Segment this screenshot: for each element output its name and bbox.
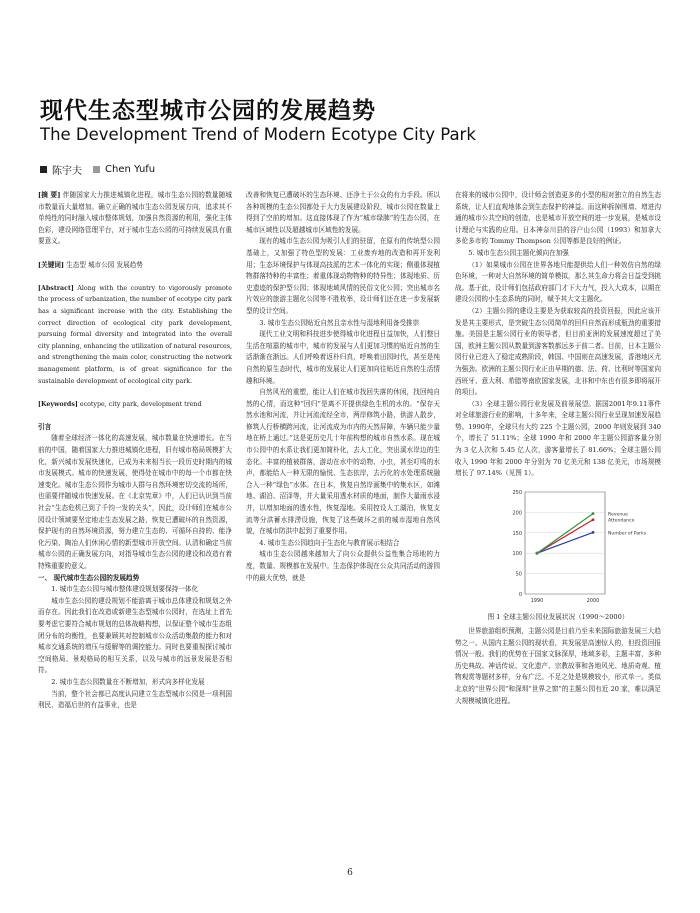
line-chart: [455, 486, 661, 608]
paragraph: 城市生态公园越来越加大了向公众提供公益性集合场地的力度，数量、规模都在发展中。生态保护体现在公众共同活动的游园中的最大优势，就是: [246, 550, 440, 582]
grey-square-icon: [93, 166, 100, 173]
column-1: [38, 190, 232, 880]
paragraph: 现有的城市生态公园为吸引人们的驻留，在原有的传统型公园基础上，又加强了特色型的发展：工业废弃地的改造和再开发利用；生态环境保护与体现高技派的艺术一体化的实现；侧重体现植物群落特种的丰富性；着重体现动物物种的特异性；体现地质、历史遗迹的保护型公园；体现地域风情的民俗文化公园；突出城市名片效应的旅游主题化公园等不胜枚举，设计师们还在进一步发展新型的设计空间。: [246, 237, 440, 315]
author-en: Chen Yufu: [105, 164, 156, 175]
y-tick-label: 100: [512, 551, 522, 558]
data-point: [592, 531, 595, 534]
paragraph: 在将来的城市公园中，设计师会创造更多的小型的相对独立的自然生态系统，让人们直观地体会到生态保护的神益。而这种拆掉围墙、增进沟通的城市公共空间的创造，也是城市开放空间的进一步发展，是城市设计理论与实践的应用。日本神奈川县的谷户山公园（1993）和加拿大多伦多市的 Tommy Thompson 公园等都是良好的例证。: [455, 191, 661, 246]
legend-label: Attendance: [608, 518, 635, 524]
abstract-en-label: [Abstract]: [38, 284, 74, 292]
x-tick-label: 1990: [530, 597, 544, 604]
figure-1: [455, 486, 661, 624]
y-tick-label: 200: [512, 510, 522, 517]
figure-caption: 图 1 全球主题公园业发展状况（1990～2000）: [487, 613, 629, 622]
abstract-cn-label: [摘 要]: [38, 191, 61, 199]
x-tick-label: 2000: [586, 597, 600, 604]
black-square-icon: [40, 166, 47, 173]
paragraph: （1）如果城市公园在世界各地只能提供给人们一种效仿自然的绿色环境，一种对大自然环境的简单模拟，那么其生命力将会日益受到挑战。基于此，设计师们包括政府部门才下大力气，投入大成本，以期在建设公园的小生态系统的同时，赋予其大文主题化。: [455, 260, 661, 304]
paragraph: 自然风光的重塑，能让人们在城市找回失落的休闲，找回纯自然的心情，而这种“回归”是离不开提供绿色生机的水的。“保存天然水池和河流，并让河流流经全市，两岸修筑小路，供游人散步，修筑人行桥横跨河流，让河流成为市内的天然屏障，车辆只能少量地在桥上通过。”这是更历史几十年前构想的城市自然水系。现在城市公园中的水系让我们更加简朴化，去人工化，突出溪水岸边的生态化。丰富的植被群落，游动在水中的动物、小虫，甚至叮鸣的水声，都能给人一种无限的愉悦、生态依岸，去污化的水处理系统融合入一种“绿色”水体。在日本，恢复自然岸画集中的集水区，如滩地、湖泊、沼泽等，并大量采用透水材质的地面，制作大量雨水浸井，以增加地面的透水性，恢复湿地。采用控设人工湖泊，恢复支流等分洪蓄水排涝设施，恢复了这些破坏之前的城市湿地自然风貌，在城市防洪中起到了重要作用。: [246, 388, 440, 536]
abstract-en: [38, 283, 232, 387]
y-tick-label: 0: [518, 591, 522, 598]
section-1-heading: 一、 现代城市生态公园的发展趋势: [38, 573, 140, 582]
legend-label: Revenue: [608, 512, 629, 518]
title-chinese: 现代生态型城市公园的发展趋势: [40, 98, 376, 124]
author-cn: 陈宇夫: [52, 166, 82, 177]
intro-heading: 引言: [38, 422, 52, 431]
keywords-cn: [38, 260, 232, 272]
column-2: [246, 190, 440, 880]
abstract-cn-text: 伴随国家大力推进城镇化进程，城市生态公园的数量随城市数量而大量增加。确立正确的城市生态公园发展方向，追求其不单纯性的同时融入城市整体规划，加强自然资源的利用，强化主体色彩，建设网络管理平台，对于城市生态公园的可持续发展具有重要意义。: [38, 191, 232, 246]
legend-label: Number of Parks: [608, 531, 647, 537]
subheading-4: 4. 城市生态公园趋向于生态化与教育展示相结合: [259, 538, 400, 547]
paragraph: （3）全球主题公园行业发展及前景展望。据国2001年9.11事件对全球旅游行业的影响，十多年来，全球主题公园行业呈现加速发展趋势。1990年，全球只有大约 225 个主题公园，2000 年则发展到 340 个，增长了 51.11%；全球 1990 年和 2000 年主题公园游客量分别为 3 亿人次和 5.45 亿人次，游客量增长了 81.66%；全球主题公园收入 1990 年和 2000 年分别为 70 亿美元和 138 亿美元，市场规模增长了 97.14%（见图 1）。: [455, 399, 661, 478]
subheading-5: 5. 城市生态公园主题化倾向在加强: [468, 248, 569, 257]
page-number: 6: [347, 868, 353, 878]
data-point: [536, 552, 539, 555]
paragraph: 改善和恢复已遭破坏的生态环境、还净土于公众的有力手段。所以各种规模的生态公园都处于大力发展建设阶段，城市公园在数量上得到了空前的增加。这直接体现了作为“城市绿肺”的生态公园，在城市区域性以及超越城市区域性的发展。: [246, 191, 440, 234]
column-3: [455, 190, 661, 880]
paragraph: 随着全球经济一体化的高速发展，城市数量在快速增长。在当前的中国，随着国家大力推进城镇化进程，旧有城市格局规模扩大化，新兴城市发展快速化，已成为未来相当长一段历史时期内的城市发展模式。城市的快速发展，使得处在城市中的每一个市都在快速变化。城市生态公园作为城市人群与自然环境密切交流的场所，也需要伴随城市快速发展。在《北京宪章》中，人们已认识到当前社会“生态危机已到了千钧一发的关头”，因此，设计师们在城市公园设计领域要坚定地走生态发展之路，恢复已遭破坏的自然资源，保护现有的自然环境资源，努力建立生态的、可循环自持的、能净化污染、陶冶人们休闲心情的新型城市开放空间。认清和确定当前城市公园的正确发展方向，对指导城市生态公园的建设和改造有着特殊重要的意义。: [38, 434, 232, 570]
keywords-cn-label: [关键词]: [38, 260, 65, 269]
keywords-en-text: ecotype, city park, development trend: [77, 400, 202, 408]
keywords-cn-text: 生态型 城市公园 发展趋势: [64, 260, 143, 269]
subheading-1-2: 2. 城市生态公园数量在不断增加，形式向多样化发展: [51, 677, 205, 686]
abstract-en-text: Along with the country to vigorously promote the process of urbanization, the number of ecotype city park has a significant increase with the city. Establishing the correct direction of ecological city park development, pursuing formal diversity and integrated into the overall city planning, enhancing the utilization of natural resources, and strengthening the main color, constructing the network management platform, is of great significance for the sustainable development of ecological city park.: [38, 284, 232, 385]
paragraph: 城市生态公园的建设规划不能游离于城市总体建设和规划之外而存在。因此我们在改造或新建生态型城市公园时，在选址上首先要考虑它要符合城市规划的总体战略构想，以保证整个城市生态组团分布的均衡性，也要兼顾其对控制城市公众活动集散的能力和对城市交通系统的增压与缓解等的调控能力。同时也要重视探讨城市空间格局、景观格局的相互关系，以及与城市的远景发展是否相符。: [38, 596, 232, 675]
data-point: [592, 512, 595, 515]
author-line: [40, 162, 155, 177]
paragraph: 当前，整个社会都已高度认同建立生态型城市公园是一项利国利民、造福后世的有益事业，也是: [38, 689, 232, 710]
subheading-1-1: 1. 城市生态公园与城市整体建设规划要保持一体化: [51, 585, 199, 594]
abstract-cn: [38, 190, 232, 248]
y-tick-label: 150: [512, 530, 522, 537]
y-tick-label: 250: [512, 489, 522, 496]
paragraph: （2）主题公园的建设主要是为获取较高的投资回报，因此应该开发是其主要形式，是突破生态公园简单的回归自然而形成瓶劲的重要措施。美国是主题公园行业的领导者，但目前亚洲的发展速度超过了美国，欧洲主题公园从数量到游客数都远多于前二者。目前，日本主题公园行业已进入了稳定成熟阶段，韩国、中国则在高速发展，香港地区尤为强劲。欧洲的主题公园行业正由早期的德、法、荷、比利时等国家向西班牙、意大利、希腊等南欧国家发展，北非和中东也有很多即将展开的项目。: [455, 306, 661, 397]
keywords-en-label: [Keywords]: [38, 400, 78, 408]
keywords-en: [38, 399, 232, 411]
data-point: [592, 518, 595, 521]
paragraph: 世界旅游组织预测，主题公园是目前乃至未来国际旅游发展三大趋势之一。从国内主题公园的现状看，其发展是高速惊人的，但投资回报情况一般。我们的优势在于国家文脉深厚，地域多彩，主题丰富，多种历史典故、神话传说、文化遗产、宗教故事和各地风光、地质奇观、植物观赏等题材多样，分布广泛。不足之处是规模较小，形式单一。类似北京的“世界公园”和深圳“世界之窗”的主题公园有近 20 家，难以满足大规模城镇化进程。: [455, 627, 661, 705]
subheading-3: 3. 城市生态公园贴近自然且亲水性与湿地利用备受推崇: [259, 318, 420, 327]
title-english: The Development Trend of Modern Ecotype City Park: [40, 125, 476, 144]
paragraph: 现代工业文明和科技进步使得城市化进程日益加快，人们整日生活在喧嚣的城市中，城市的发展与人们更加习惯的贴近自然的生活渐渐在渐远。人们呼唤着返朴归真，呼唤着田园时代，甚至是纯自然的原生态时代，城市的发展让人们更加向往贴近自然的生活情趣和环境。: [246, 330, 440, 385]
y-tick-label: 50: [515, 571, 522, 578]
